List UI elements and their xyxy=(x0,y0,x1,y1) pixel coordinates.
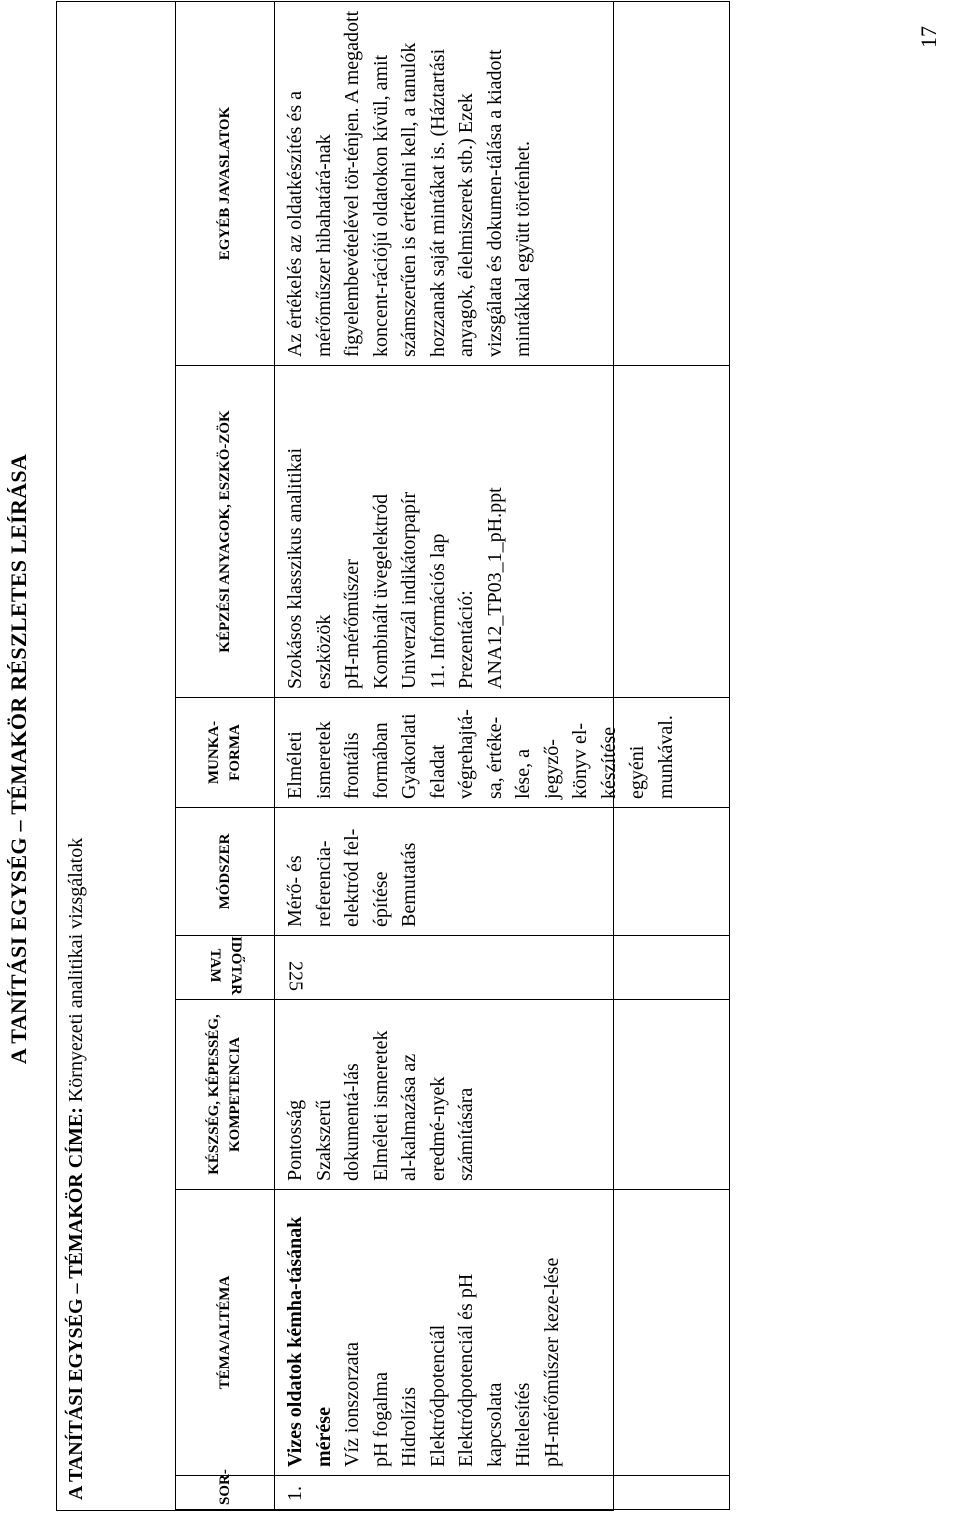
anyagok-item: ANA12_TP03_1_pH.ppt xyxy=(483,487,506,689)
cell-sor: 1. xyxy=(275,1476,730,1510)
unit-title-label: A TANÍTÁSI EGYSÉG – TÉMAKÖR CÍME: xyxy=(65,1107,87,1500)
unit-title-value: Környezeti analitikai vizsgálatok xyxy=(65,837,87,1108)
tema-item: Elektródpotenciál és pH kapcsolata xyxy=(455,1273,506,1467)
anyagok-item: Szokásos klasszikus analitikai eszközök xyxy=(284,447,335,689)
modszer-item: Bemutatás xyxy=(398,842,420,927)
cell-tema xyxy=(275,1190,730,1476)
table-row xyxy=(275,2,730,1510)
page-number: 17 xyxy=(916,26,941,48)
anyagok-item: 11. Információs lap xyxy=(426,533,449,689)
header-row xyxy=(176,2,275,1510)
keszseg-item: Elméleti ismeretek al-kalmazása az eredmé-nyek számítására xyxy=(369,1030,477,1181)
cell-munkaforma: Elméleti ismeretek frontális formában Gyakorlati feladat végrehajtá-sa, értéke-lése, a jegyző-könyv el-készítése egyéni munkával. xyxy=(275,698,730,808)
cell-javaslatok: Az értékelés az oldatkészítés és a mérőműszer hibahatárá-nak figyelembevételével tör-ténjen. A megadott koncent-rációjú oldatokon kívül, amit számszerűen is értékelni kell, a tanulók hozzanak saját mintákat is. (Háztartási anyagok, élelmiszerek stb.) Ezek vizsgálata és dokumen-tálása a kiadott mintákkal együtt történhet. xyxy=(275,2,730,366)
modszer-item: Mérő- és referencia-elektród fel-építése xyxy=(284,828,392,927)
keszseg-item: Szakszerű dokumentá-lás xyxy=(312,1063,363,1181)
tema-item: pH-mérőműszer keze-lése xyxy=(540,1257,563,1467)
anyagok-item: pH-mérőműszer xyxy=(341,559,363,689)
header-keszseg: KÉSZSÉG, KÉPESSÉG, KOMPETENCIA xyxy=(176,1000,275,1190)
anyagok-item: Kombinált üvegelektród xyxy=(369,494,392,689)
cell-modszer xyxy=(275,808,730,936)
tema-item: Víz ionszorzata xyxy=(341,1342,363,1467)
tema-item: Elektródpotenciál xyxy=(426,1324,449,1467)
tema-item: pH fogalma xyxy=(369,1372,392,1467)
header-munkaforma: MUNKA-FORMA xyxy=(176,698,275,808)
keszseg-item: Pontosság xyxy=(284,1099,306,1181)
anyagok-item: Univerzál indikátorpapír xyxy=(398,491,420,689)
header-sor: SOR- xyxy=(176,1476,275,1510)
tema-item: Hidrolízis xyxy=(398,1387,420,1467)
unit-table xyxy=(175,1,730,1510)
header-javaslatok: EGYÉB JAVASLATOK xyxy=(176,2,275,366)
header-tema: TÉMA/ALTÉMA xyxy=(176,1190,275,1476)
cell-anyagok xyxy=(275,366,730,698)
header-anyagok: KÉPZÉSI ANYAGOK, ESZKÖ-ZÖK xyxy=(176,366,275,698)
cell-keszseg xyxy=(275,1000,730,1190)
document-frame xyxy=(56,1,677,1511)
unit-title-line xyxy=(65,838,88,1500)
tema-title: Vizes oldatok kémha-tásának mérése xyxy=(284,1216,335,1467)
page-title: A TANÍTÁSI EGYSÉG – TÉMAKÖR RÉSZLETES LEÍRÁSA xyxy=(6,453,31,1065)
header-idotartam: IDŐTAR TAM xyxy=(176,936,275,1000)
cell-idotartam: 225 xyxy=(275,936,730,1000)
tema-item: Hitelesítés xyxy=(512,1382,534,1467)
anyagok-item: Prezentáció: xyxy=(455,590,477,689)
header-modszer: MÓDSZER xyxy=(176,808,275,936)
